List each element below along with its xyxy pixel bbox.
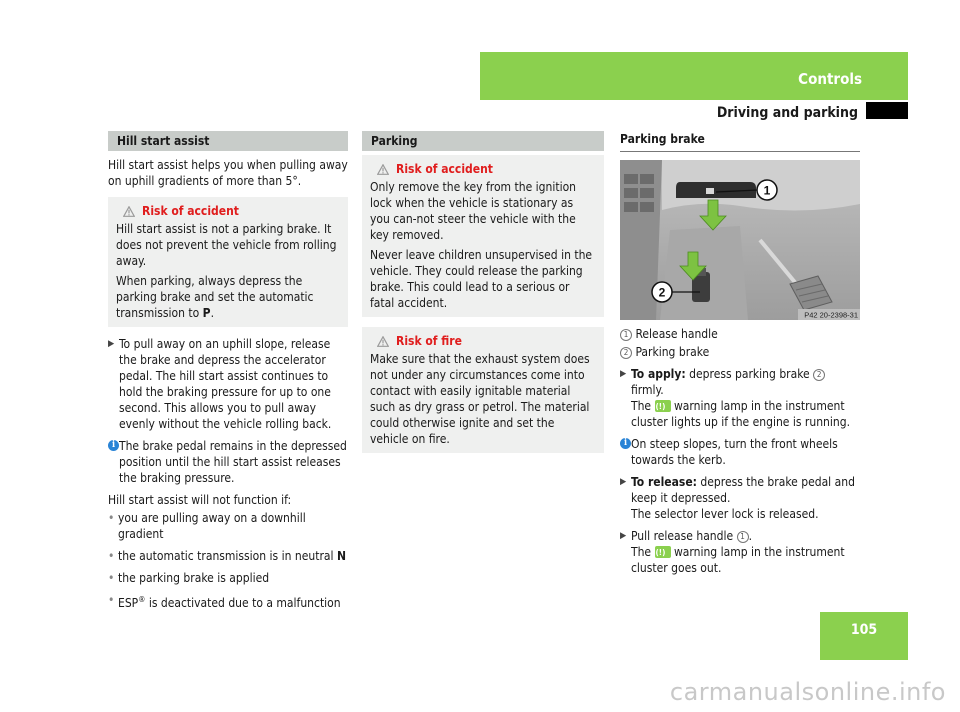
warning-triangle-icon <box>377 336 389 347</box>
legend-item-1: 1 Release handle <box>620 326 860 342</box>
watermark: carmanualsonline.info <box>669 678 946 706</box>
warning-text-1: Only remove the key from the ignition lock when the vehicle is stationary as you can-not steer the vehicle with the key removed. <box>370 180 577 242</box>
list-item: • the automatic transmission is in neutral N <box>108 549 346 563</box>
not-function-intro: Hill start assist will not function if: <box>108 493 292 507</box>
warning-title <box>377 333 596 349</box>
step-arrow-icon: ▶ <box>620 477 627 487</box>
info-text: On steep slopes, turn the front wheels towards the kerb. <box>631 437 838 467</box>
image-code: P42 20-2398-31 <box>804 310 858 320</box>
warning-text-2: When parking, always depress the parking brake and set the automatic transmission to P. <box>116 274 314 320</box>
column-parking <box>362 131 604 453</box>
section-title: Driving and parking <box>716 105 858 121</box>
hill-start-intro: Hill start assist helps you when pulling away on uphill gradients of more than 5°. <box>108 158 348 188</box>
column-parking-brake <box>620 131 860 576</box>
section-marker <box>866 102 908 119</box>
list-item: • ESP® is deactivated due to a malfunction <box>108 593 341 610</box>
warning-title-text: Risk of accident <box>142 204 239 218</box>
warning-box-fire <box>362 327 604 453</box>
info-icon: i <box>108 440 119 451</box>
callout-2-label: 2 <box>658 285 666 300</box>
step-pull-away <box>108 336 348 432</box>
callout-1-label: 1 <box>763 183 771 198</box>
step-arrow-icon: ▶ <box>108 339 115 349</box>
column-hill-start <box>108 131 348 611</box>
info-icon: i <box>620 438 631 449</box>
warning-box-accident <box>108 197 348 327</box>
info-note <box>108 438 348 486</box>
warning-title-text: Risk of fire <box>396 334 462 348</box>
warning-title <box>123 203 340 219</box>
parking-brake-lamp-icon <box>655 400 671 412</box>
parking-heading: Parking <box>362 131 604 151</box>
list-item: • you are pulling away on a downhill gradient <box>108 511 306 541</box>
hill-start-heading: Hill start assist <box>108 131 348 151</box>
page-number: 105 <box>850 622 878 638</box>
warning-text-1: Hill start assist is not a parking brake. It does not prevent the vehicle from rolling away. <box>116 222 337 268</box>
chapter-tab <box>480 52 908 100</box>
warning-triangle-icon <box>377 164 389 175</box>
step-release: ▶ To release: depress the brake pedal and keep it depressed. The selector lever lock is released. <box>620 475 855 521</box>
warning-text-2: Never leave children unsupervised in the vehicle. They could release the parking brake. This could lead to a serious or fatal accident. <box>370 248 593 310</box>
info-text: The brake pedal remains in the depressed position until the hill start assist releases the braking pressure. <box>119 439 347 485</box>
step-pull-handle: ▶ Pull release handle 1 . The (!) warning lamp in the instrument cluster goes out. <box>620 528 860 576</box>
list-item: • the parking brake is applied <box>108 571 270 585</box>
parking-brake-diagram <box>620 160 860 320</box>
legend-item-2: 2 Parking brake <box>620 344 860 360</box>
warning-box-accident <box>362 155 604 317</box>
parking-brake-heading: Parking brake <box>620 131 860 152</box>
chapter-tab-label: Controls <box>798 70 862 88</box>
step-apply: ▶ To apply: depress parking brake 2 firmly. The (!) warning lamp in the instrument cluster lights up if the engine is running. <box>620 366 860 430</box>
warning-triangle-icon <box>123 206 135 217</box>
warning-title-text: Risk of accident <box>396 162 493 176</box>
warning-title <box>377 161 596 177</box>
info-note <box>620 436 860 468</box>
step-text: To pull away on an uphill slope, release the brake and depress the accelerator pedal. The hill start assist continues to hold the braking pressure for up to one second. This allows you to pull away evenly without the vehicle rolling back. <box>119 337 332 431</box>
page-number-tab <box>820 612 908 660</box>
step-arrow-icon: ▶ <box>620 531 627 541</box>
step-arrow-icon: ▶ <box>620 369 627 379</box>
warning-text-1: Make sure that the exhaust system does not under any circumstances come into contact with easily ignitable material such as dry grass or petrol. The material could otherwise ignite and set the vehicle on fire. <box>370 352 590 446</box>
parking-brake-lamp-icon <box>655 546 671 558</box>
